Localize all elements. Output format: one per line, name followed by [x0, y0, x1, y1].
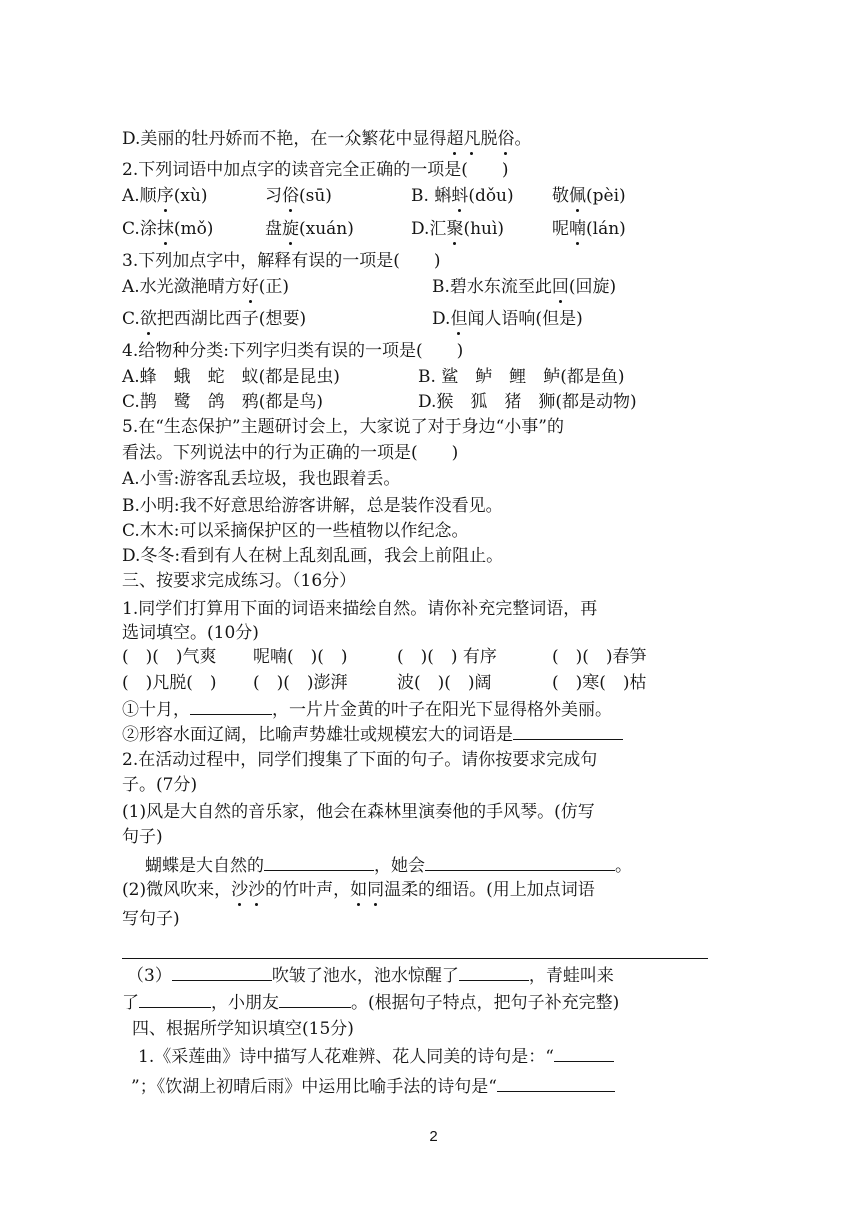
pinyin: (dǒu) — [468, 186, 514, 206]
dotted-char: 蚪 — [451, 186, 469, 206]
q5-stem-line1: 5.在“生态保护”主题研讨会上，大家说了对于身边“小事”的 — [122, 417, 564, 437]
text: ②形容水面辽阔，比喻声势雄壮或规模宏大的词语是 — [122, 725, 513, 745]
pinyin: (pèi) — [586, 186, 626, 206]
q4-option-a: A.蜂 蛾 蛇 蚁(都是昆虫) — [122, 367, 340, 387]
text: (正) — [258, 277, 289, 297]
answer-blank[interactable] — [190, 698, 272, 715]
q4-option-d: D.猴 狐 猪 狮(都是动物) — [418, 392, 637, 412]
dotted-char: 沙 — [248, 880, 266, 900]
text: B. — [411, 186, 435, 206]
text: 涂 — [139, 219, 157, 239]
answer-blank[interactable] — [459, 964, 529, 981]
q3-option-a — [122, 276, 289, 298]
answer-blank[interactable] — [139, 991, 211, 1008]
pinyin: (sū) — [299, 186, 332, 206]
dotted-char: 俗 — [282, 186, 299, 206]
text: 。(根据句子特点，把句子补充完整) — [351, 993, 620, 1013]
answer-blank[interactable] — [279, 991, 351, 1008]
q1d-text: 。 — [514, 129, 532, 149]
answer-blank[interactable] — [425, 854, 615, 871]
q4-stem: 4.给物种分类:下列字归类有误的一项是( ) — [122, 341, 464, 361]
s3-q2-s1-line2: 句子) — [122, 827, 163, 847]
q1d-text: D.美丽的牡丹娇而不艳，在一众繁花中显得 — [122, 129, 447, 149]
answer-blank[interactable] — [554, 1045, 614, 1062]
q5-option-a: A.小雪:游客乱丢垃圾，我也跟着丢。 — [122, 469, 401, 489]
text: 闻人语响(但是) — [467, 309, 583, 329]
s3-q2-line1: 2.在活动过程中，同学们搜集了下面的句子。请你按要求完成句 — [122, 750, 598, 770]
q4-option-c: C.鹊 鹭 鸽 鸦(都是鸟) — [122, 392, 324, 412]
q5-option-b: B.小明:我不好意思给游客讲解，总是装作没看见。 — [122, 496, 503, 516]
s3-q2-s3-line2 — [122, 991, 619, 1014]
dotted-char: 如 — [350, 880, 368, 900]
blank-word[interactable]: 呢喃( )( ) — [253, 647, 348, 667]
blank-word[interactable]: ( )( )澎湃 — [253, 673, 348, 693]
s3-q1-line2: 选词填空。(10分) — [122, 623, 259, 643]
text: 把西湖比西子(想要) — [156, 309, 307, 329]
blank-word[interactable]: ( )寒( )枯 — [552, 673, 647, 693]
blank-word[interactable]: ( )( ) 有序 — [397, 647, 497, 667]
s3-q2-s2-line2: 写句子) — [122, 909, 180, 929]
dotted-char: 凡 — [463, 129, 481, 149]
text: 温柔的细语。(用上加点词语 — [384, 880, 595, 900]
dotted-char: 旋 — [282, 219, 299, 239]
text: 蝌 — [434, 186, 452, 206]
q2-option-b1 — [411, 185, 514, 207]
answer-blank[interactable] — [172, 964, 272, 981]
text: ”；《饮湖上初晴后雨》中运用比喻手法的诗句是“ — [131, 1077, 497, 1097]
blank-word[interactable]: ( )( )气爽 — [122, 647, 217, 667]
text: D.汇 — [411, 219, 447, 239]
answer-line[interactable] — [122, 958, 708, 959]
answer-blank[interactable] — [513, 723, 623, 740]
text: (回旋) — [568, 277, 617, 297]
page-number: 2 — [429, 1128, 438, 1145]
s3-q2-line2: 子。(7分) — [122, 775, 198, 795]
s3-q2-s1-line1: (1)风是大自然的音乐家，他会在森林里演奏他的手风琴。(仿写 — [122, 802, 595, 822]
text: 敬 — [552, 186, 569, 206]
dotted-char: 喃 — [569, 219, 586, 239]
dotted-char: 俗 — [497, 129, 515, 149]
s3-q2-s1-answer — [145, 854, 632, 877]
section-4-title: 四、根据所学知识填空(15分) — [132, 1019, 354, 1039]
pinyin: (mǒ) — [173, 219, 214, 239]
text: （3） — [127, 966, 172, 986]
answer-blank[interactable] — [497, 1075, 615, 1092]
pinyin: (xuán) — [299, 219, 354, 239]
text: ①十月， — [122, 700, 190, 720]
q2-option-d1 — [411, 218, 504, 240]
q3-option-c — [122, 308, 306, 330]
text: C. — [122, 219, 140, 239]
text: ，她会 — [374, 856, 425, 876]
q2-option-d2 — [552, 218, 626, 240]
q5-option-d: D.冬冬:看到有人在树上乱刻乱画，我会上前阻止。 — [122, 546, 504, 566]
q3-option-d — [432, 308, 583, 330]
q2-stem: 2.下列词语中加点字的读音完全正确的一项是( ) — [122, 160, 509, 180]
pinyin: (lán) — [586, 219, 626, 239]
q3-option-b — [432, 276, 616, 298]
dotted-char: 好 — [241, 277, 259, 297]
blank-word[interactable]: ( )( )春笋 — [552, 647, 647, 667]
text: 了 — [122, 993, 139, 1013]
text: 盘 — [265, 219, 282, 239]
q1d-text: 脱 — [480, 129, 498, 149]
q2-option-c2 — [265, 218, 354, 240]
q3-stem: 3.下列加点字中，解释有误的一项是( ) — [122, 251, 441, 271]
dotted-char: 回 — [551, 277, 569, 297]
text: ，一片片金黄的叶子在阳光下显得格外美丽。 — [272, 700, 612, 720]
section-3-title: 三、按要求完成练习。（16分） — [122, 571, 357, 591]
text: 。 — [615, 856, 632, 876]
text: B.碧水东流至此 — [432, 277, 552, 297]
dotted-char: 聚 — [446, 219, 464, 239]
text: ，青蛙叫来 — [528, 966, 614, 986]
text: D. — [432, 309, 451, 329]
fill-sentence-2 — [122, 723, 623, 746]
blank-word[interactable]: ( )凡脱( ) — [122, 673, 217, 693]
s3-q2-s3-line1 — [127, 964, 614, 987]
text: A.水光潋滟晴方 — [122, 277, 242, 297]
blank-word[interactable]: 波( )( )阔 — [397, 673, 492, 693]
answer-blank[interactable] — [264, 854, 374, 871]
dotted-char: 但 — [450, 309, 468, 329]
text: 吹皱了池水，池水惊醒了 — [271, 966, 459, 986]
q2-option-a1 — [122, 185, 208, 207]
s4-q1-line1 — [138, 1045, 614, 1068]
pinyin: (xù) — [173, 186, 208, 206]
dotted-char: 超 — [446, 129, 464, 149]
q5-option-c: C.木木:可以采摘保护区的一些植物以作纪念。 — [122, 521, 469, 541]
dotted-char: 同 — [367, 880, 385, 900]
dotted-char: 欲 — [139, 309, 157, 329]
s3-q1-line1: 1.同学们打算用下面的词语来描绘自然。请你补充完整词语，再 — [122, 599, 598, 619]
q1-option-d — [122, 128, 531, 150]
q2-option-b2 — [552, 185, 626, 207]
dotted-char: 佩 — [569, 186, 586, 206]
q5-stem-line2: 看法。下列说法中的行为正确的一项是( ) — [122, 443, 459, 463]
q4-option-b: B. 鲨 鲈 鲤 鲈(都是鱼) — [418, 367, 625, 387]
text: C. — [122, 309, 140, 329]
text: ，小朋友 — [211, 993, 279, 1013]
text: 呢 — [552, 219, 569, 239]
fill-sentence-1 — [122, 698, 612, 721]
dotted-char: 抹 — [156, 219, 174, 239]
pinyin: (huì) — [463, 219, 505, 239]
text: A.顺 — [122, 186, 157, 206]
text: 习 — [265, 186, 282, 206]
q2-option-a2 — [265, 185, 332, 207]
text: 蝴蝶是大自然的 — [145, 856, 264, 876]
text: 的竹叶声， — [265, 880, 351, 900]
dotted-char: 序 — [156, 186, 174, 206]
text: 1.《采莲曲》诗中描写人花难辨、花人同美的诗句是：“ — [138, 1047, 554, 1067]
q2-option-c1 — [122, 218, 213, 240]
s4-q1-line2 — [131, 1075, 615, 1098]
s3-q2-s2-line1 — [122, 879, 595, 901]
text: (2)微风吹来， — [122, 880, 232, 900]
dotted-char: 沙 — [231, 880, 249, 900]
